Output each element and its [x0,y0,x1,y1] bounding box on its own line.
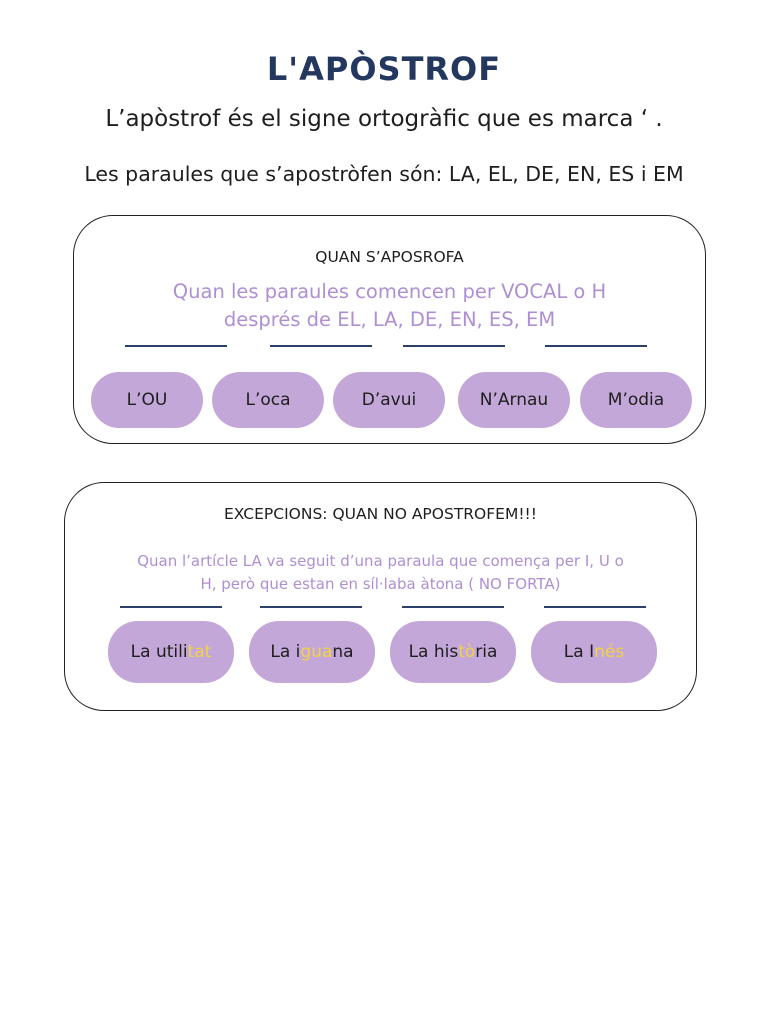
exception-pill [531,621,657,683]
blank-line [545,345,647,347]
example-pill: D’avui [333,372,445,428]
example-pill: N’Arnau [458,372,570,428]
exception-pill [249,621,375,683]
pill-text: ria [475,642,498,662]
exception-pill [108,621,234,683]
example-pill: L’oca [212,372,324,428]
blank-line [125,345,227,347]
section2-rule-line1: Quan l’artícle LA va seguit d’una paraula que comença per I, U o [137,552,624,570]
section2-rule [65,550,696,596]
pill-text: La his [408,642,459,662]
section1-rule-line2: després de EL, LA, DE, EN, ES, EM [223,308,556,331]
blank-line [260,606,362,608]
intro-text: L’apòstrof és el signe ortogràfic que es marca ‘ . [105,106,663,132]
pill-text: na [332,642,354,662]
words-line: Les paraules que s’apostròfen són: LA, EL, DE, EN, ES i EM [84,162,684,186]
pill-text: La utili [130,642,188,662]
blank-line [544,606,646,608]
blank-line [403,345,505,347]
blank-line [402,606,504,608]
pill-text: La I [563,642,595,662]
stressed-syllable: tat [187,642,212,662]
section1-rule-line1: Quan les paraules comencen per VOCAL o H [172,280,607,303]
stressed-syllable: gua [300,642,333,662]
stressed-syllable: tò [458,642,476,662]
exceptions-box [64,482,697,711]
example-pill: M’odia [580,372,692,428]
pill-text: La i [270,642,301,662]
page-title: L'APÒSTROF [266,50,502,88]
stressed-syllable: nés [594,642,625,662]
section1-heading: QUAN S’APOSROFA [315,248,464,266]
section2-heading: EXCEPCIONS: QUAN NO APOSTROFEM!!! [224,505,537,523]
section2-rule-line2: H, però que estan en síl·laba àtona ( NO FORTA) [200,575,561,593]
section1-rule [74,278,705,334]
blank-line [270,345,372,347]
example-pill: L’OU [91,372,203,428]
when-apostrophe-box [73,215,706,444]
blank-line [120,606,222,608]
exception-pill [390,621,516,683]
